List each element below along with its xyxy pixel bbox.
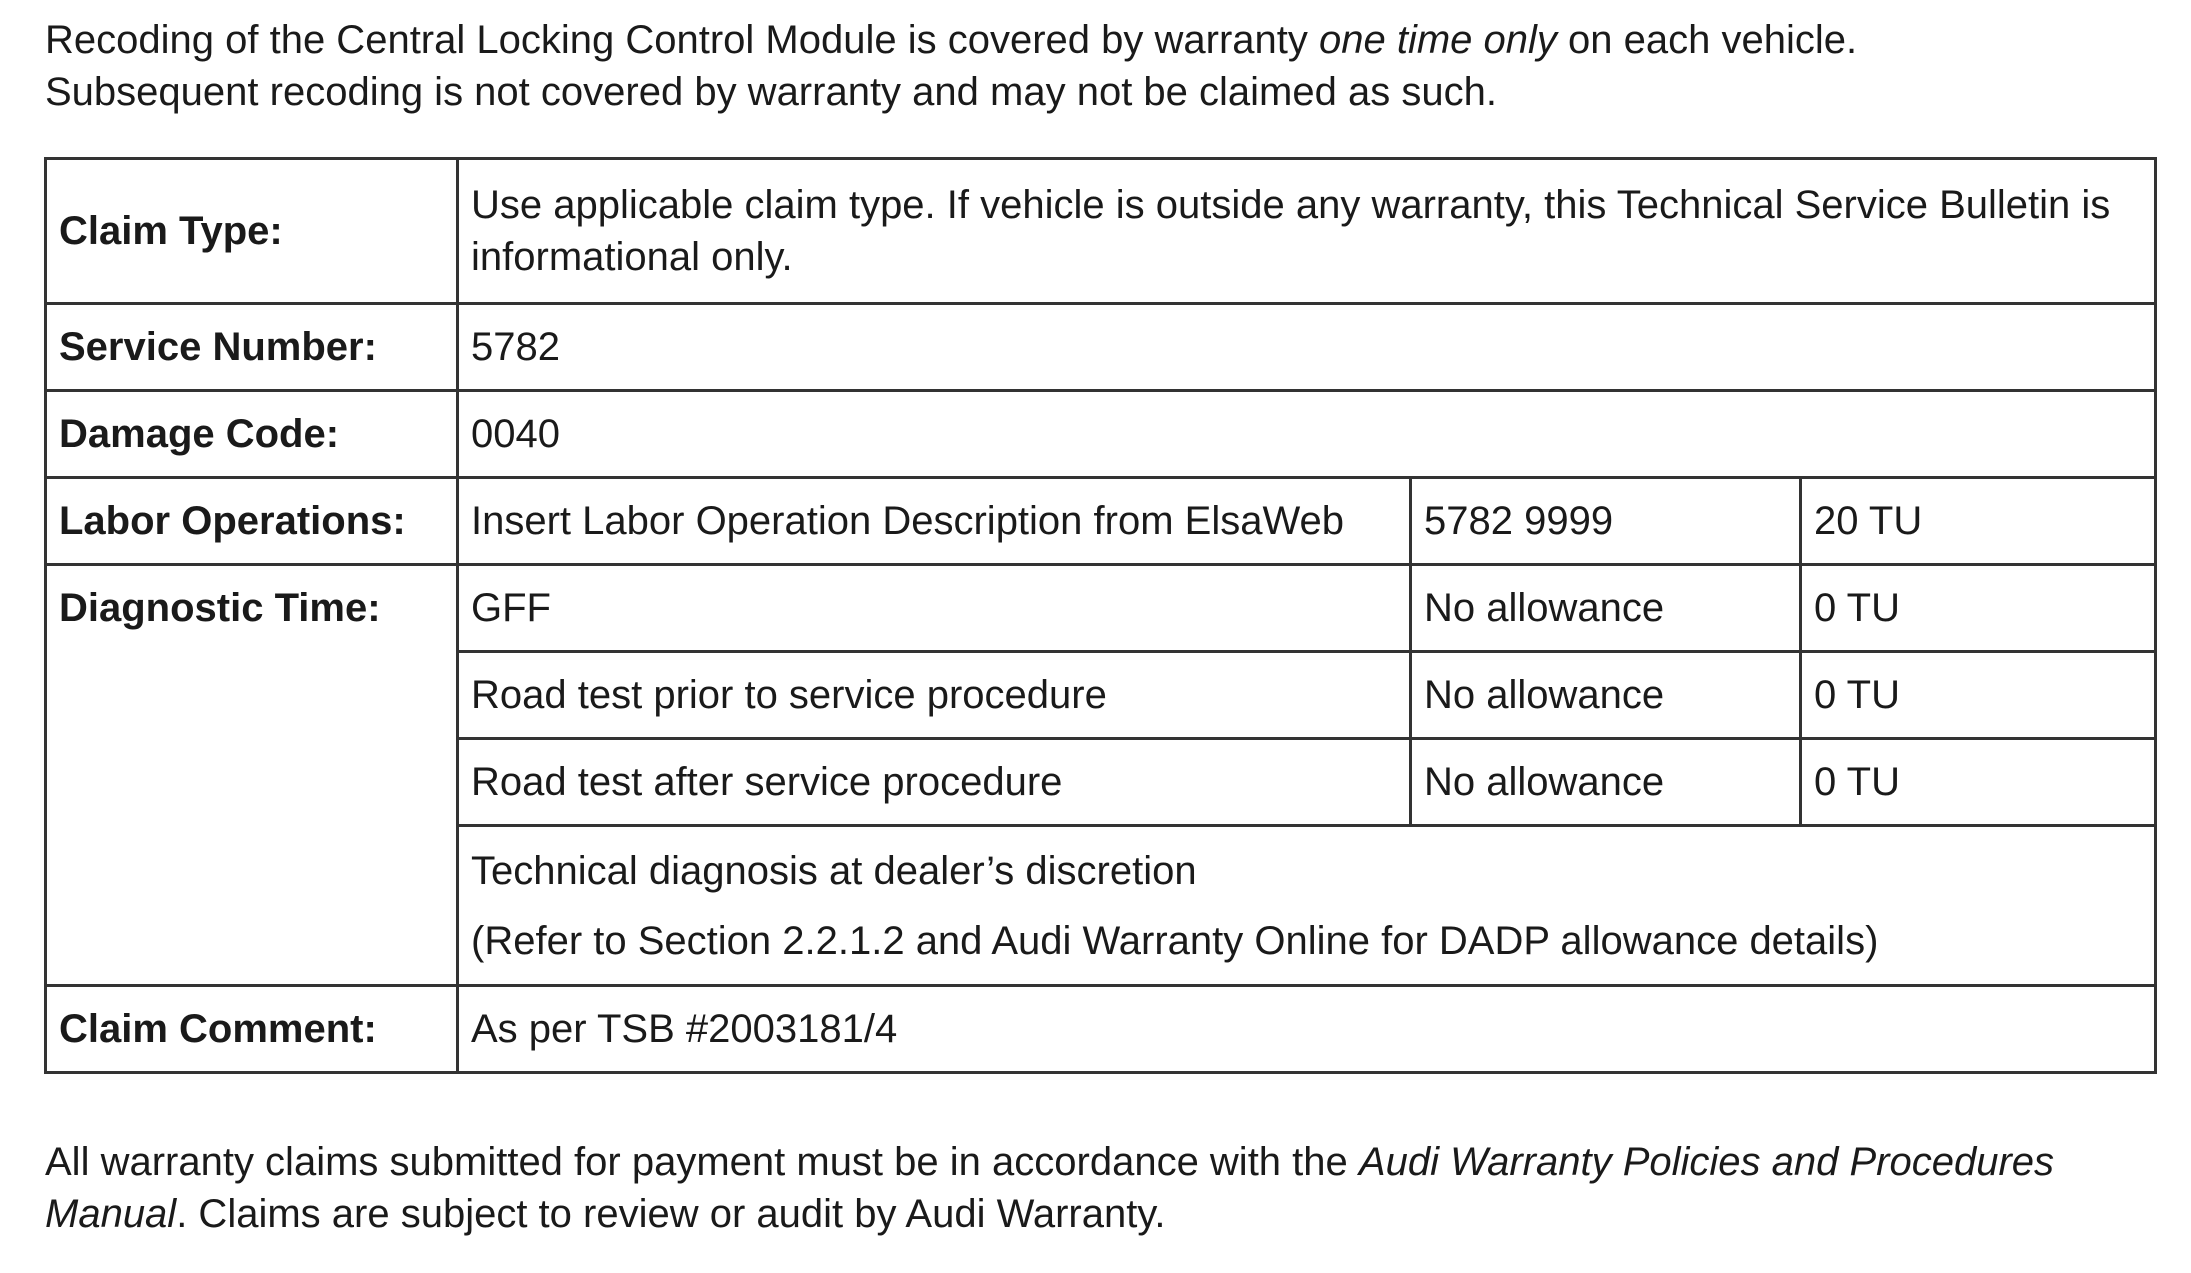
warranty-intro-paragraph bbox=[45, 14, 2165, 118]
claim-comment-label: Claim Comment: bbox=[46, 986, 458, 1073]
diagnostic-time: 0 TU bbox=[1801, 565, 2156, 652]
claim-type-value: Use applicable claim type. If vehicle is outside any warranty, this Technical Service Bulletin is informational only. bbox=[458, 159, 2156, 304]
diagnostic-description: GFF bbox=[458, 565, 1411, 652]
diagnostic-time: 0 TU bbox=[1801, 739, 2156, 826]
claim-comment-row bbox=[46, 986, 2156, 1073]
diagnostic-allowance: No allowance bbox=[1411, 739, 1801, 826]
claim-comment-value: As per TSB #2003181/4 bbox=[458, 986, 2156, 1073]
labor-operation-code: 5782 9999 bbox=[1411, 478, 1801, 565]
labor-operation-description: Insert Labor Operation Description from ElsaWeb bbox=[458, 478, 1411, 565]
diagnostic-time: 0 TU bbox=[1801, 652, 2156, 739]
service-number-value: 5782 bbox=[458, 304, 2156, 391]
service-number-row bbox=[46, 304, 2156, 391]
damage-code-label: Damage Code: bbox=[46, 391, 458, 478]
footer-text-before: All warranty claims submitted for payment must be in accordance with the bbox=[45, 1140, 1359, 1184]
labor-operations-row bbox=[46, 478, 2156, 565]
diagnostic-description: Road test after service procedure bbox=[458, 739, 1411, 826]
diagnostic-row bbox=[46, 565, 2156, 652]
damage-code-row bbox=[46, 391, 2156, 478]
claim-type-row bbox=[46, 159, 2156, 304]
manual-title: Audi Warranty Policies and Procedures Manual bbox=[45, 1140, 2055, 1236]
diagnostic-description: Road test prior to service procedure bbox=[458, 652, 1411, 739]
diagnostic-allowance: No allowance bbox=[1411, 652, 1801, 739]
technical-diagnosis-text: Technical diagnosis at dealer’s discretion bbox=[471, 848, 1197, 893]
technical-diagnosis-cell bbox=[458, 826, 2156, 986]
warranty-claim-table bbox=[44, 157, 2157, 1074]
warranty-footer-paragraph bbox=[45, 1136, 2175, 1240]
claim-type-label: Claim Type: bbox=[46, 159, 458, 304]
diagnostic-allowance: No allowance bbox=[1411, 565, 1801, 652]
diagnostic-time-label: Diagnostic Time: bbox=[46, 565, 458, 986]
labor-operations-label: Labor Operations: bbox=[46, 478, 458, 565]
intro-emphasis: one time only bbox=[1318, 18, 1557, 62]
service-number-label: Service Number: bbox=[46, 304, 458, 391]
intro-line2: Subsequent recoding is not covered by warranty and may not be claimed as such. bbox=[45, 70, 1497, 114]
intro-text-before: Recoding of the Central Locking Control Module is covered by warranty bbox=[45, 18, 1319, 62]
technical-diagnosis-reference: (Refer to Section 2.2.1.2 and Audi Warranty Online for DADP allowance details) bbox=[471, 918, 1879, 963]
footer-text-after: . Claims are subject to review or audit by Audi Warranty. bbox=[176, 1192, 1166, 1236]
intro-text-after: on each vehicle. bbox=[1556, 18, 1858, 62]
damage-code-value: 0040 bbox=[458, 391, 2156, 478]
labor-operation-time: 20 TU bbox=[1801, 478, 2156, 565]
